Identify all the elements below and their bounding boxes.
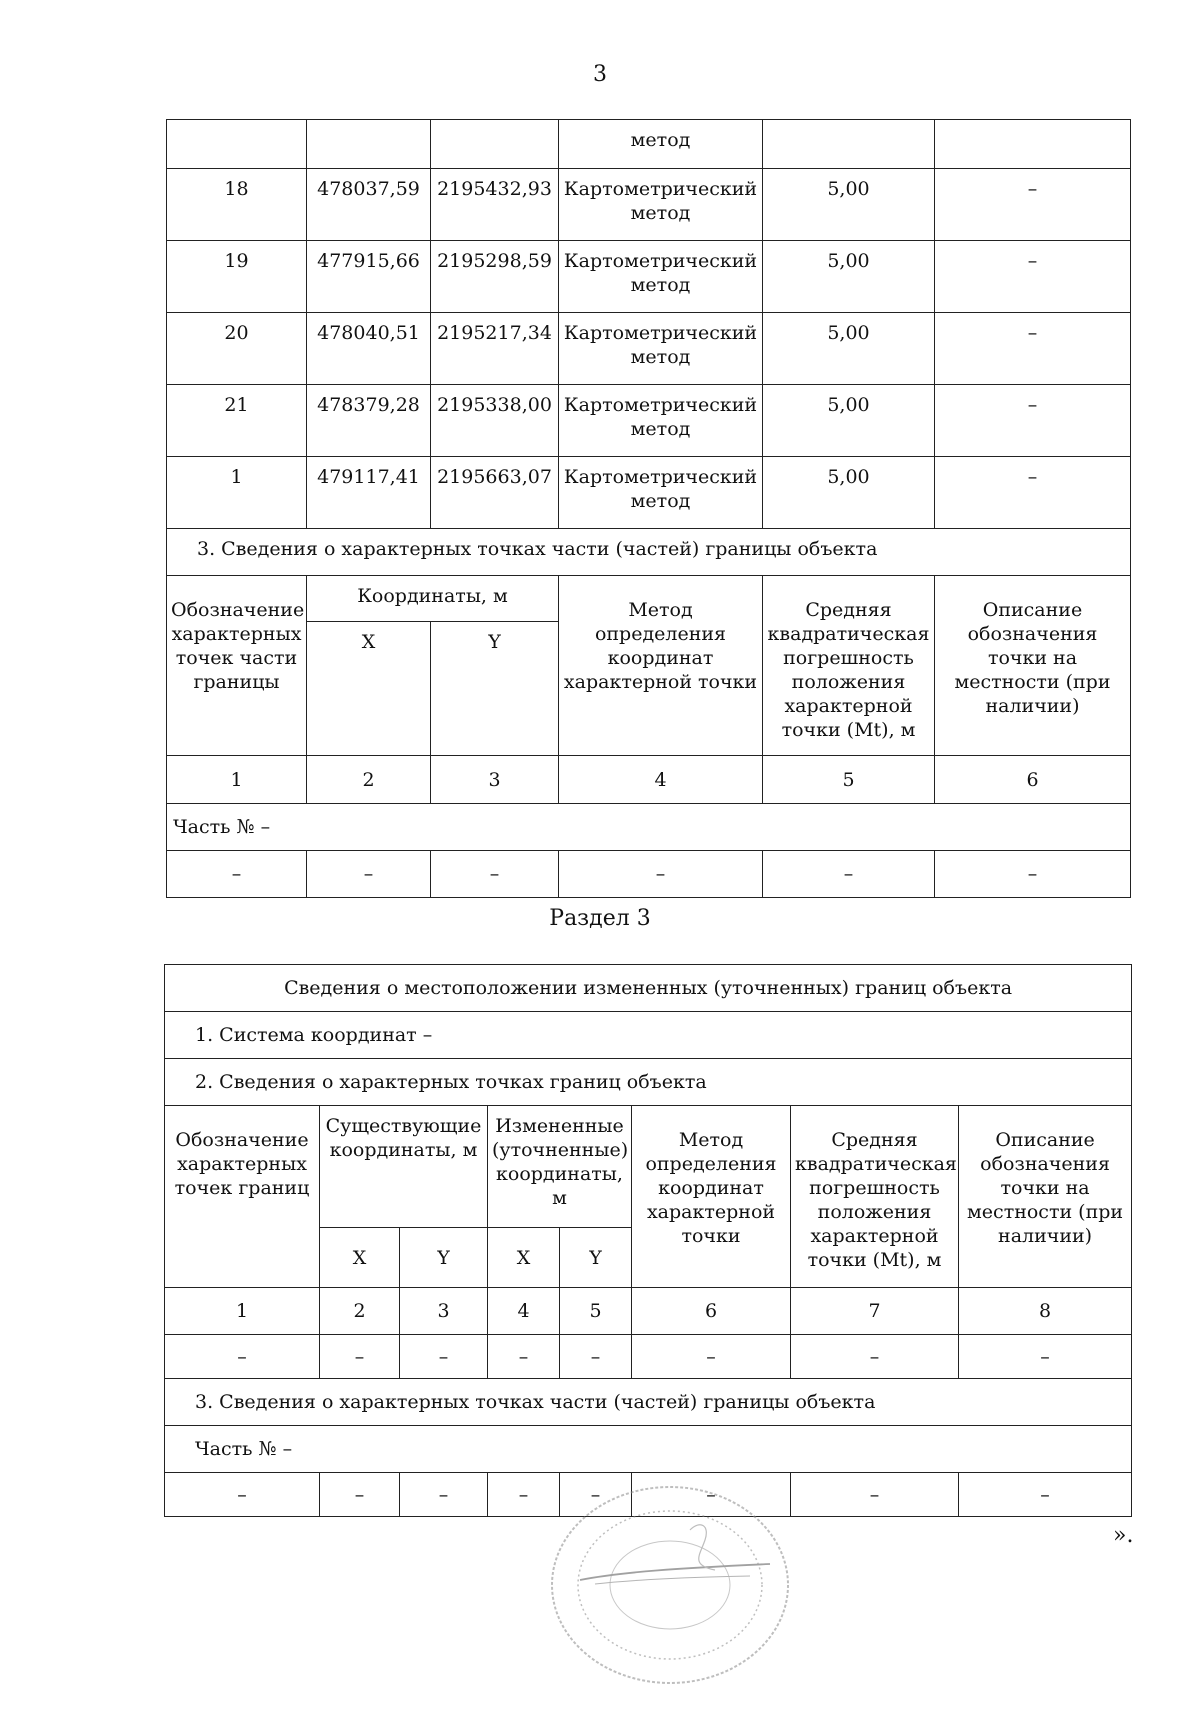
point-x: 477915,66 [307,241,431,313]
point-error: 5,00 [763,385,935,457]
point-method: Картометрический метод [559,457,763,529]
column-number: 8 [959,1288,1132,1335]
table-cell: – [959,1335,1132,1379]
header-description: Описание обозначения точки на местности (при наличии) [935,576,1131,756]
table-row [165,1379,1132,1426]
table-cell: – [959,1473,1132,1517]
table-row [167,804,1131,851]
boundary-points-table [166,119,1131,898]
header-x: X [307,622,431,756]
point-method: Картометрический метод [559,385,763,457]
header-y: Y [431,622,559,756]
table-row [167,529,1131,576]
table-row [167,457,1131,529]
point-error: 5,00 [763,169,935,241]
table-cell: – [320,1473,400,1517]
header-row [167,576,1131,622]
coord-system: 1. Система координат – [165,1012,1132,1059]
column-number: 6 [935,756,1131,804]
table-cell: – [791,1335,959,1379]
point-id: 20 [167,313,307,385]
section-title: Раздел 3 [549,906,651,931]
table-cell: – [488,1335,560,1379]
point-y: 2195663,07 [431,457,559,529]
header-changed-y: Y [560,1228,632,1288]
header-description: Описание обозначения точки на местности (при наличии) [959,1106,1132,1288]
table-cell: – [560,1335,632,1379]
point-method: Картометрический метод [559,241,763,313]
table-cell [431,120,559,169]
part-section-title: 3. Сведения о характерных точках части (частей) границы объекта [167,529,1131,576]
header-method: Метод определения координат характерной точки [559,576,763,756]
table-cell: – [400,1473,488,1517]
closing-quote: ». [1113,1523,1134,1548]
table-cell [763,120,935,169]
table-row [165,1426,1132,1473]
column-number: 6 [632,1288,791,1335]
table-cell: – [167,851,307,898]
header-existing-x: X [320,1228,400,1288]
table-row [167,241,1131,313]
header-coordinates: Координаты, м [307,576,559,622]
point-y: 2195298,59 [431,241,559,313]
table-cell: – [559,851,763,898]
table-cell: – [431,851,559,898]
column-number: 5 [763,756,935,804]
point-description: – [935,385,1131,457]
table-cell [167,120,307,169]
column-number: 2 [320,1288,400,1335]
point-description: – [935,457,1131,529]
table-cell [935,120,1131,169]
points-title: 2. Сведения о характерных точках границ объекта [165,1059,1132,1106]
table-cell: – [763,851,935,898]
table-cell: – [165,1335,320,1379]
part-label: Часть № – [165,1426,1132,1473]
header-changed: Измененные (уточненные) координаты, м [488,1106,632,1228]
table-cell: – [488,1473,560,1517]
table-cell: – [307,851,431,898]
header-designation: Обозначение характерных точек части границы [167,576,307,756]
table-cell: – [560,1473,632,1517]
column-number: 4 [488,1288,560,1335]
table-cell: метод [559,120,763,169]
point-x: 478379,28 [307,385,431,457]
table-row [165,1335,1132,1379]
point-error: 5,00 [763,313,935,385]
point-x: 478037,59 [307,169,431,241]
column-number: 7 [791,1288,959,1335]
column-number: 1 [167,756,307,804]
point-y: 2195338,00 [431,385,559,457]
point-x: 478040,51 [307,313,431,385]
header-existing: Существующие координаты, м [320,1106,488,1228]
header-method: Метод определения координат характерной точки [632,1106,791,1288]
table-cell: – [165,1473,320,1517]
point-description: – [935,313,1131,385]
point-method: Картометрический метод [559,313,763,385]
table-row [167,169,1131,241]
table-row [165,965,1132,1012]
point-description: – [935,241,1131,313]
column-number-row [165,1288,1132,1335]
header-error: Средняя квадратическая погрешность положения характерной точки (Mt), м [791,1106,959,1288]
point-id: 18 [167,169,307,241]
header-existing-y: Y [400,1228,488,1288]
point-method: Картометрический метод [559,169,763,241]
table-row-continuation [167,120,1131,169]
point-error: 5,00 [763,241,935,313]
table-cell: – [320,1335,400,1379]
column-number: 2 [307,756,431,804]
table-cell [307,120,431,169]
header-changed-x: X [488,1228,560,1288]
point-id: 19 [167,241,307,313]
table-row [165,1059,1132,1106]
header-row [165,1106,1132,1228]
column-number-row [167,756,1131,804]
point-description: – [935,169,1131,241]
point-error: 5,00 [763,457,935,529]
column-number: 1 [165,1288,320,1335]
table-row [167,385,1131,457]
page-number: 3 [593,62,607,87]
part-section-title: 3. Сведения о характерных точках части (частей) границы объекта [165,1379,1132,1426]
section-heading: Сведения о местоположении измененных (уточненных) границ объекта [165,965,1132,1012]
point-id: 1 [167,457,307,529]
table-cell: – [935,851,1131,898]
table-cell: – [632,1473,791,1517]
point-id: 21 [167,385,307,457]
column-number: 4 [559,756,763,804]
table-cell: – [400,1335,488,1379]
table-row [165,1012,1132,1059]
table-row [167,851,1131,898]
table-row [167,313,1131,385]
stamp-seal [540,1480,840,1710]
table-cell: – [791,1473,959,1517]
part-label: Часть № – [167,804,1131,851]
header-error: Средняя квадратическая погрешность положения характерной точки (Mt), м [763,576,935,756]
column-number: 5 [560,1288,632,1335]
table-cell: – [632,1335,791,1379]
column-number: 3 [431,756,559,804]
column-number: 3 [400,1288,488,1335]
header-designation: Обозначение характерных точек границ [165,1106,320,1288]
point-y: 2195432,93 [431,169,559,241]
changed-boundaries-table [164,964,1132,1517]
point-y: 2195217,34 [431,313,559,385]
point-x: 479117,41 [307,457,431,529]
